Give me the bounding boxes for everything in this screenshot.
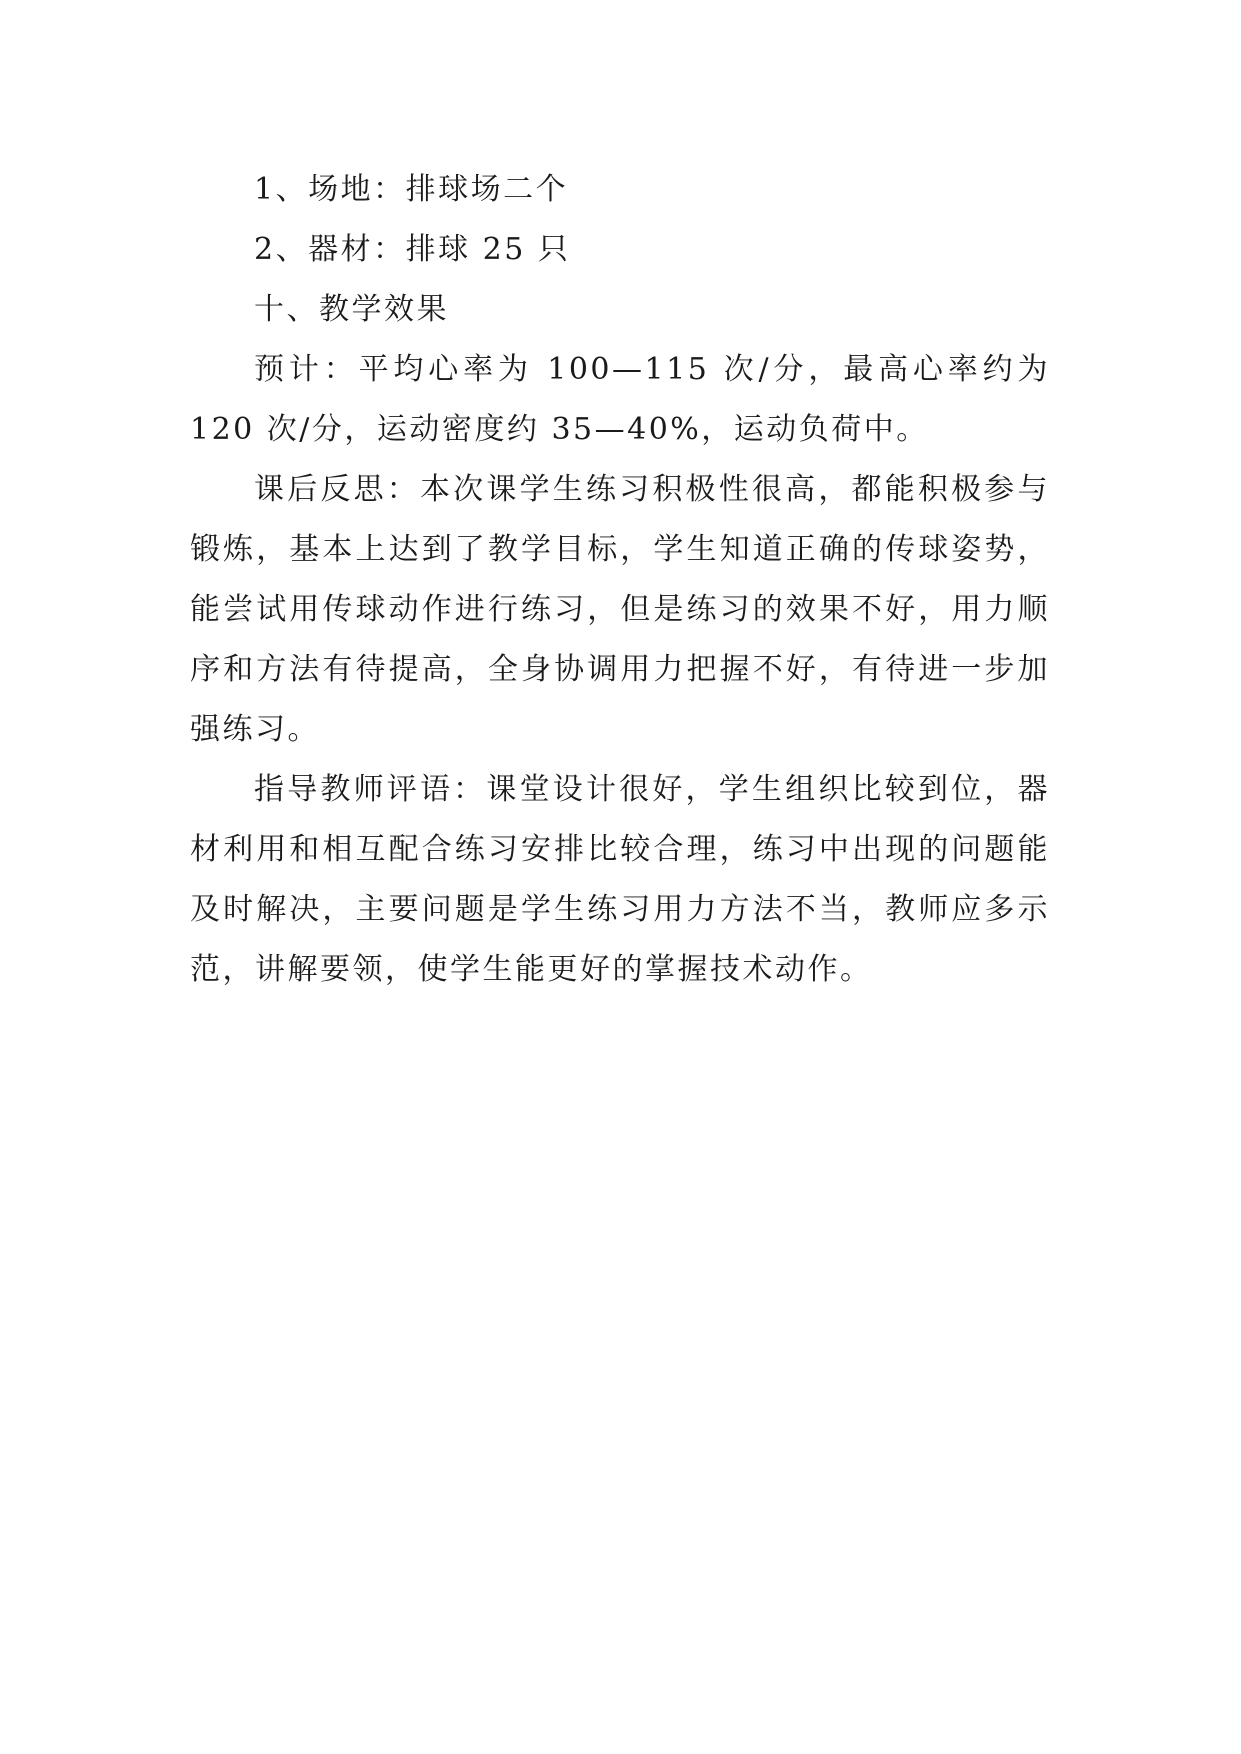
post-class-reflection-paragraph: 课后反思：本次课学生练习积极性很高，都能积极参与锻炼，基本上达到了教学目标，学生知道正确的传球姿势，能尝试用传球动作进行练习，但是练习的效果不好，用力顺序和方法有待提高，全身协调用力把握不好，有待进一步加强练习。 (190, 472, 1050, 747)
equipment-line: 2、器材：排球 25 只 (254, 232, 571, 267)
venue-line: 1、场地：排球场二个 (254, 172, 569, 207)
expected-effect-paragraph: 预计：平均心率为 100—115 次/分，最高心率约为 120 次/分，运动密度约 35—40%，运动负荷中。 (190, 352, 1050, 447)
document-body (190, 160, 1050, 1000)
supervisor-comment-paragraph: 指导教师评语：课堂设计很好，学生组织比较到位，器材利用和相互配合练习安排比较合理，练习中出现的问题能及时解决，主要问题是学生练习用力方法不当，教师应多示范，讲解要领，使学生能更好的掌握技术动作。 (190, 772, 1050, 987)
section-heading-teaching-effect: 十、教学效果 (254, 292, 449, 327)
